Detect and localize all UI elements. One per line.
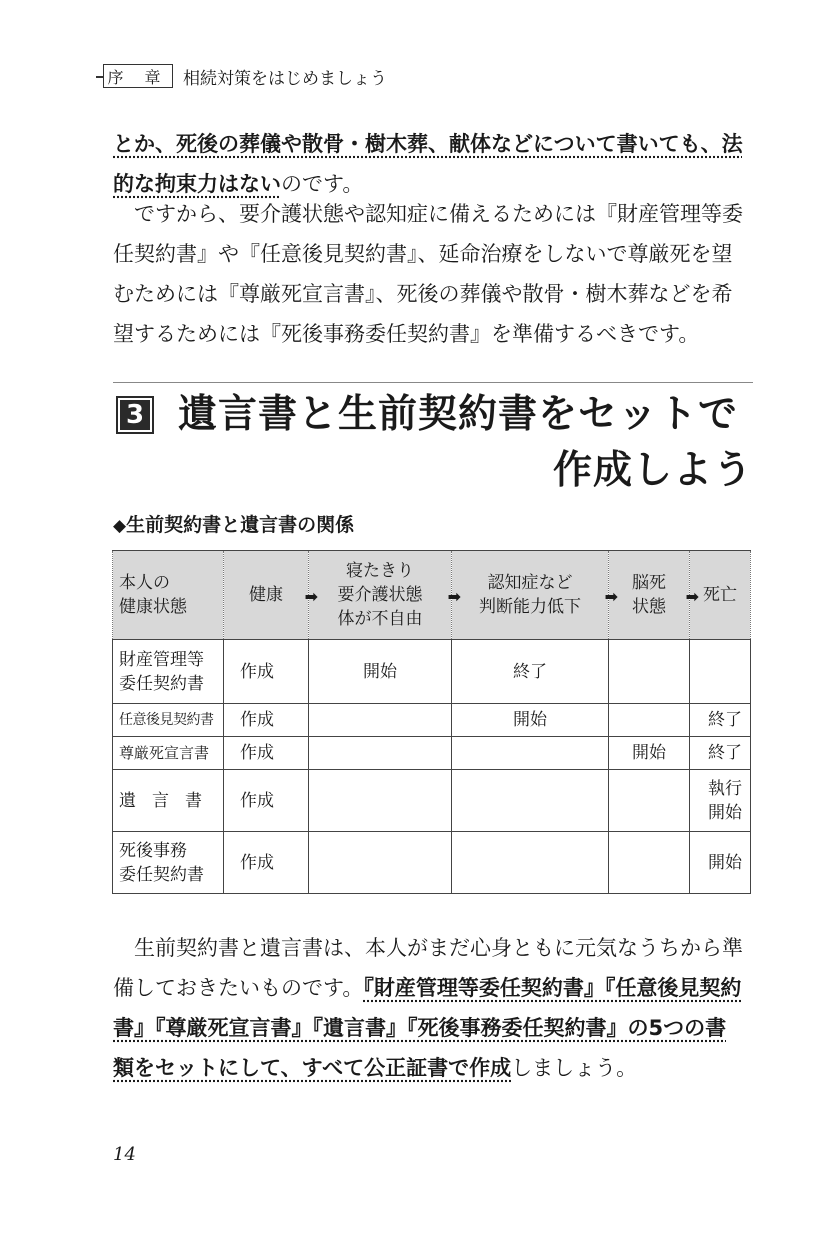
right-arrow-icon: ➡ [304, 587, 318, 606]
cell-dementia [452, 832, 609, 894]
cell-death: 開始 [690, 832, 751, 894]
para1-line-1: とか、死後の葬儀や散骨・樹木葬、献体などについて書いても、法 [113, 132, 743, 156]
right-arrow-icon: ➡ [447, 587, 461, 606]
para3-line-2-emphasis: 『財産管理等委任契約書』『任意後見契約 [363, 976, 742, 1000]
cell-death: 終了 [690, 737, 751, 770]
cell-create: 作成 [224, 640, 309, 704]
section-number-badge: 3 [116, 396, 154, 434]
row-document: 尊厳死宣言書 [113, 737, 224, 770]
right-arrow-icon: ➡ [604, 587, 618, 606]
para2-line-2: 任契約書』や『任意後見契約書』、延命治療をしないで尊厳死を望 [113, 242, 733, 266]
section-title-line-1: 遺言書と生前契約書をセットで [178, 392, 739, 437]
header-bedridden: 寝たきり 要介護状態 体が不自由 ➡ [309, 551, 452, 640]
right-arrow-icon: ➡ [685, 587, 699, 606]
para1-line-2-emphasis: 的な拘束力はない [113, 172, 281, 196]
page-number: 14 [113, 1144, 136, 1165]
cell-death [690, 640, 751, 704]
cell-dementia [452, 737, 609, 770]
cell-create: 作成 [224, 770, 309, 832]
para2-line-1: ですから、要介護状態や認知症に備えるためには『財産管理等委 [134, 202, 743, 226]
cell-create: 作成 [224, 832, 309, 894]
relationship-table [112, 550, 751, 894]
row-document: 任意後見契約書 [113, 704, 224, 737]
cell-bedridden: 開始 [309, 640, 452, 704]
table-row [113, 640, 751, 704]
running-head [103, 62, 387, 90]
cell-bedridden [309, 737, 452, 770]
row-document: 遺言書 [113, 770, 224, 832]
header-health-status: 本人の 健康状態 [113, 551, 224, 640]
section-divider [113, 382, 753, 383]
table-header-row [113, 551, 751, 640]
chapter-tag: 序 章 [103, 64, 173, 88]
section-title [178, 387, 753, 499]
para3-line-4-rest: しましょう。 [511, 1056, 638, 1080]
header-healthy: 健康 ➡ [224, 551, 309, 640]
figure-caption [113, 510, 354, 537]
paragraph-2 [113, 194, 753, 354]
para3-line-4-emphasis: 類をセットにして、すべて公正証書で作成 [113, 1056, 512, 1080]
cell-dementia: 終了 [452, 640, 609, 704]
cell-death: 執行 開始 [690, 770, 751, 832]
cell-brain-death [609, 832, 690, 894]
diamond-bullet-icon: ◆ [113, 516, 127, 536]
cell-brain-death [609, 770, 690, 832]
cell-brain-death [609, 704, 690, 737]
para3-line-3: 書』『尊厳死宣言書』『遺言書』『死後事務委任契約書』の5つの書 [113, 1016, 727, 1040]
cell-bedridden [309, 832, 452, 894]
table-row [113, 832, 751, 894]
table-row [113, 737, 751, 770]
row-document: 財産管理等 委任契約書 [113, 640, 224, 704]
cell-create: 作成 [224, 737, 309, 770]
para3-line-2-plain: 備しておきたいものです。 [113, 976, 364, 1000]
header-dementia: 認知症など 判断能力低下 ➡ [452, 551, 609, 640]
paragraph-3 [113, 928, 753, 1088]
figure-caption-text: 生前契約書と遺言書の関係 [126, 514, 355, 536]
row-document: 死後事務 委任契約書 [113, 832, 224, 894]
cell-dementia: 開始 [452, 704, 609, 737]
para2-line-4: 望するためには『死後事務委任契約書』を準備するべきです。 [113, 322, 700, 346]
table-row [113, 704, 751, 737]
cell-brain-death: 開始 [609, 737, 690, 770]
para1-line-2-rest: のです。 [281, 172, 364, 196]
chapter-title: 相続対策をはじめましょう [183, 68, 387, 89]
cell-death: 終了 [690, 704, 751, 737]
cell-brain-death [609, 640, 690, 704]
cell-dementia [452, 770, 609, 832]
header-death: 死亡 [690, 551, 751, 640]
para2-line-3: むためには『尊厳死宣言書』、死後の葬儀や散骨・樹木葬などを希 [113, 282, 733, 306]
section-title-line-2: 作成しよう [552, 448, 753, 493]
paragraph-1 [113, 124, 753, 204]
cell-create: 作成 [224, 704, 309, 737]
cell-bedridden [309, 770, 452, 832]
header-brain-death: 脳死 状態 ➡ [609, 551, 690, 640]
para3-line-1: 生前契約書と遺言書は、本人がまだ心身ともに元気なうちから準 [134, 936, 743, 960]
cell-bedridden [309, 704, 452, 737]
table-row [113, 770, 751, 832]
